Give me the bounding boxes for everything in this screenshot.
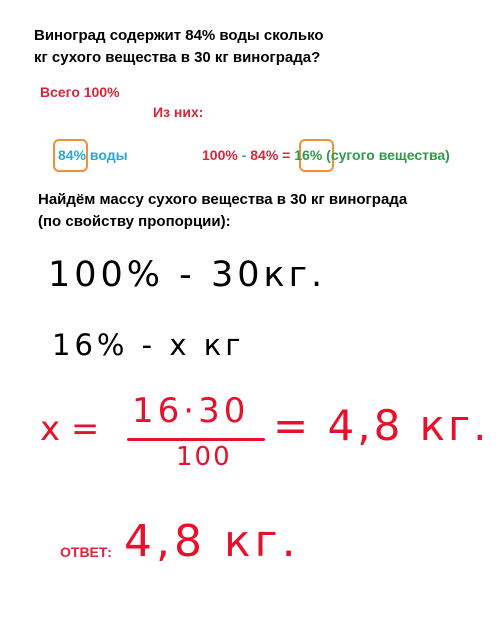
dry-percent: 16% xyxy=(294,147,323,163)
fraction-denominator: 100 xyxy=(176,442,232,472)
water-word: воды xyxy=(86,147,128,163)
fraction-numerator: 16·30 xyxy=(132,391,250,431)
answer-label: ОТВЕТ: xyxy=(60,544,112,560)
fraction-bar xyxy=(127,438,265,441)
water-line xyxy=(58,147,128,163)
problem-line-2: кг сухого вещества в 30 кг винограда? xyxy=(34,49,321,66)
find-line-2: (по свойству пропорции): xyxy=(38,213,231,230)
calculation-result: = 4,8 кг. xyxy=(273,401,490,450)
of-them-note: Из них: xyxy=(153,104,204,120)
problem-line-1: Виноград содержит 84% воды сколько xyxy=(34,27,324,44)
total-note: Всего 100% xyxy=(40,84,120,100)
find-line-1: Найдём массу сухого вещества в 30 кг винограда xyxy=(38,191,408,208)
calc-minus: - xyxy=(237,147,251,163)
dry-word: (сугого вещества) xyxy=(322,147,450,163)
answer-value: 4,8 кг. xyxy=(124,516,300,567)
x-equals: х = xyxy=(40,409,100,449)
proportion-line-2: 16% - х кг xyxy=(52,328,245,362)
problem-statement xyxy=(34,25,324,69)
proportion-line-1: 100% - 30кг. xyxy=(48,255,327,295)
calc-left: 100% xyxy=(202,147,238,163)
calc-mid: 84% = xyxy=(250,147,295,163)
dry-calculation-line xyxy=(202,147,450,163)
find-instruction xyxy=(38,189,407,233)
water-percent: 84% xyxy=(58,147,87,163)
